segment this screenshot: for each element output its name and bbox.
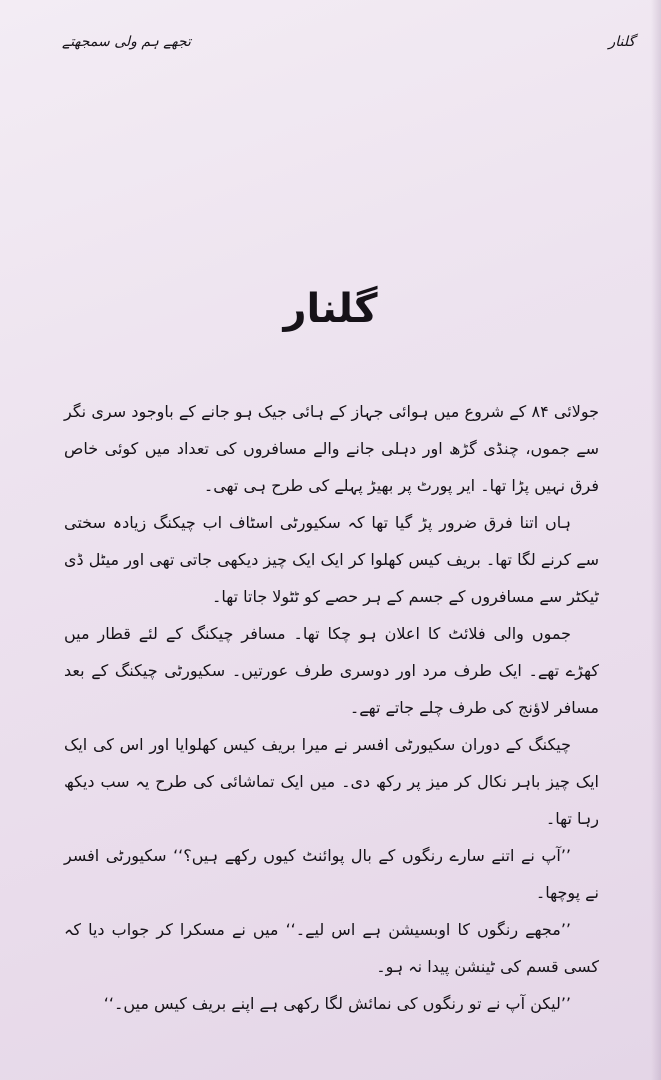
body-text [64,393,599,1022]
header-book-title: گلنار [608,34,635,50]
paragraph: چیکنگ کے دوران سکیورٹی افسر نے میرا بریف کیس کھلوایا اور اس کی ایک ایک چیز باہر نکال کر میز پر رکھ دی۔ میں ایک تماشائی کی طرح یہ سب دیکھ رہا تھا۔ [64,735,599,828]
paragraph: جولائی ۸۴ کے شروع میں ہوائی جہاز کے ہائی جیک ہو جانے کے باوجود سری نگر سے جموں، چنڈی گڑھ اور دہلی جانے والے مسافروں کی تعداد میں کوئی خاص فرق نہیں پڑا تھا۔ ایر پورٹ پر بھیڑ پہلے کی طرح ہی تھی۔ [64,402,600,495]
paragraph: ہاں اتنا فرق ضرور پڑ گیا تھا کہ سکیورٹی اسٹاف اب چیکنگ زیادہ سختی سے کرنے لگا تھا۔ بریف کیس کھلوا کر ایک ایک چیز دیکھی جاتی تھی اور میٹل ڈی ٹیکٹر سے مسافروں کے جسم کے ہر حصے کو ٹٹولا جاتا تھا۔ [64,513,599,606]
paragraph: ’’لیکن آپ نے تو رنگوں کی نمائش لگا رکھی ہے اپنے بریف کیس میں۔‘‘ [103,994,571,1013]
paragraph: ’’آپ نے اتنے سارے رنگوں کے بال پوائنٹ کیوں رکھے ہیں؟‘‘ سکیورٹی افسر نے پوچھا۔ [64,846,599,902]
paragraph: ’’مجھے رنگوں کا اوبسیشن ہے اس لیے۔‘‘ میں نے مسکرا کر جواب دیا کہ کسی قسم کی ٹینشن پیدا نہ ہو۔ [64,920,599,976]
running-header [62,34,635,60]
page-binding-shadow [651,0,661,1080]
paragraph: جموں والی فلائٹ کا اعلان ہو چکا تھا۔ مسافر چیکنگ کے لئے قطار میں کھڑے تھے۔ ایک طرف مرد اور دوسری طرف عورتیں۔ سکیورٹی چیکنگ کے بعد مسافر لاؤنج کی طرف چلے جاتے تھے۔ [64,624,599,717]
chapter-title: گلنار [283,286,378,332]
header-chapter-title: تجھے ہم ولی سمجھتے [62,34,191,50]
